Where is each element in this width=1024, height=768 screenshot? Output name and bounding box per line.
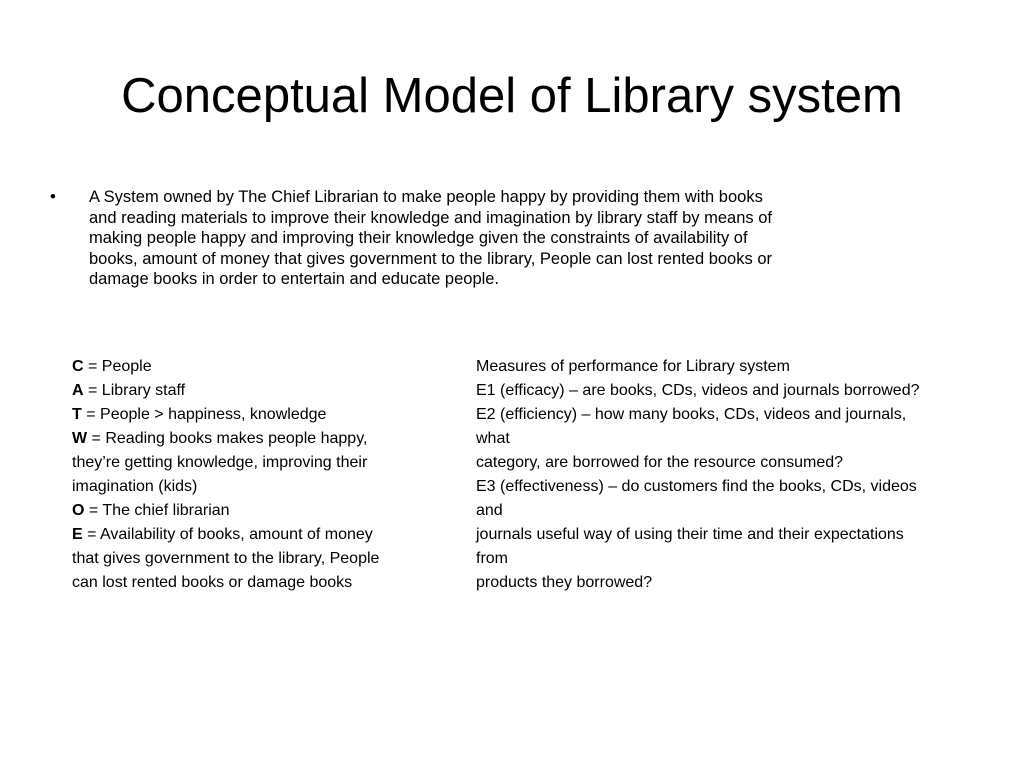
catwoe-environment-cont: that gives government to the library, People: [72, 550, 380, 567]
measures-column: [476, 355, 996, 595]
catwoe-worldview-cont: they’re getting knowledge, improving their: [72, 454, 368, 471]
catwoe-actors: [72, 379, 452, 403]
measure-line: E3 (effectiveness) – do customers find the books, CDs, videos: [476, 478, 917, 495]
measure-line: E1 (efficacy) – are books, CDs, videos and journals borrowed?: [476, 382, 920, 399]
catwoe-text-a: = Library staff: [83, 382, 186, 399]
measure-line: category, are borrowed for the resource consumed?: [476, 454, 844, 471]
catwoe-environment: [72, 523, 452, 547]
bullet-line: making people happy and improving their knowledge given the constraints of availability of: [89, 229, 748, 248]
catwoe-text-w: = Reading books makes people happy,: [87, 430, 368, 447]
bullet-line: and reading materials to improve their knowledge and imagination by library staff by means of: [89, 208, 772, 227]
measure-line: and: [476, 502, 503, 519]
system-definition-bullet: [50, 187, 920, 290]
catwoe-key-o: O: [72, 502, 85, 519]
catwoe-key-w: W: [72, 430, 88, 447]
bullet-line: books, amount of money that gives government to the library, People can lost rented books or: [89, 249, 772, 268]
measure-line: journals useful way of using their time and their expectations: [476, 526, 904, 543]
bullet-line: A System owned by The Chief Librarian to make people happy by providing them with books: [89, 188, 763, 206]
slide-title: Conceptual Model of Library system: [121, 69, 903, 123]
measure-line: from: [476, 550, 508, 567]
bullet-marker: •: [50, 188, 56, 206]
catwoe-key-t: T: [72, 406, 82, 423]
measure-line: E2 (efficiency) – how many books, CDs, videos and journals,: [476, 406, 907, 423]
catwoe-transformation: [72, 403, 452, 427]
catwoe-text-o: = The chief librarian: [84, 502, 230, 519]
catwoe-key-a: A: [72, 382, 84, 399]
catwoe-column: [72, 355, 452, 595]
catwoe-environment-cont: can lost rented books or damage books: [72, 574, 353, 591]
measure-line: what: [476, 430, 510, 447]
catwoe-worldview-cont: imagination (kids): [72, 478, 198, 495]
bullet-text: [89, 187, 920, 290]
catwoe-customers: [72, 355, 452, 379]
catwoe-key-c: C: [72, 358, 84, 375]
catwoe-worldview: [72, 427, 452, 451]
measure-line: products they borrowed?: [476, 574, 653, 591]
bullet-line: damage books in order to entertain and educate people.: [89, 270, 500, 289]
catwoe-owner: [72, 499, 452, 523]
catwoe-text-t: = People > happiness, knowledge: [81, 406, 327, 423]
catwoe-text-c: = People: [83, 358, 152, 375]
measures-heading: Measures of performance for Library system: [476, 358, 790, 375]
catwoe-key-e: E: [72, 526, 83, 543]
catwoe-text-e: = Availability of books, amount of money: [82, 526, 373, 543]
